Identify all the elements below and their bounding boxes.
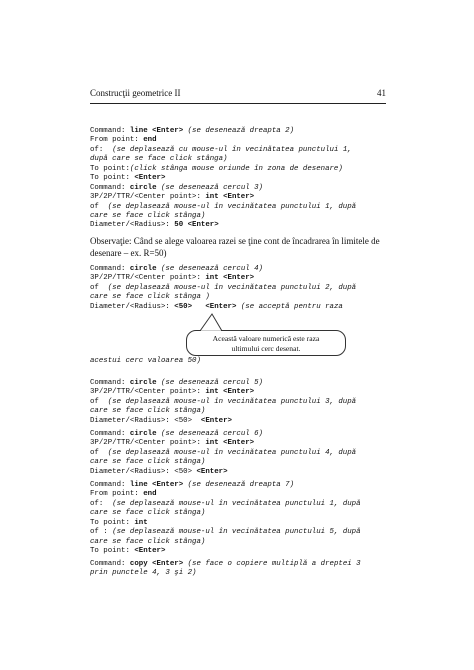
command-comment: care se face click stânga) — [90, 407, 206, 416]
command-comment: (se desenează dreapta 7) — [183, 481, 295, 489]
command-keyword: end — [143, 136, 157, 145]
command-text: of — [90, 397, 108, 406]
command-keyword: line <Enter> — [129, 127, 184, 135]
command-text: Command: — [90, 265, 130, 273]
command-text: Command: — [90, 127, 130, 135]
command-block-circle-4-continued — [90, 357, 390, 366]
command-line — [90, 547, 390, 556]
command-line — [90, 417, 390, 426]
command-comment: prin punctele 4, 3 şi 2) — [90, 569, 197, 578]
command-comment: (click stânga mouse oriunde în zona de desenare) — [129, 164, 343, 173]
command-text: of — [90, 283, 108, 292]
page-number: 41 — [377, 88, 386, 98]
command-keyword: <Enter> — [200, 416, 232, 425]
command-keyword: <50> — [174, 302, 193, 311]
command-comment: (se desenează cercul 5) — [156, 379, 263, 387]
command-block-line-7 — [90, 481, 390, 557]
command-line — [90, 481, 390, 490]
command-line — [90, 468, 390, 477]
command-text: of — [90, 448, 108, 457]
command-comment: care se face click stânga) — [90, 537, 206, 546]
command-text: From point: — [90, 136, 144, 145]
command-comment: (se face o copiere multiplă a dreptei 3 — [183, 560, 361, 568]
command-text: Command: — [90, 379, 130, 387]
command-keyword: end — [143, 490, 157, 499]
command-text: To point: — [90, 164, 130, 173]
command-comment: (se desenează dreapta 2) — [183, 127, 295, 135]
command-text: To point: — [90, 174, 135, 183]
command-comment: acestui cerc valoarea 50) — [90, 357, 201, 365]
command-text: of: — [90, 145, 113, 154]
command-block-circle-6 — [90, 430, 390, 477]
command-line — [90, 379, 390, 388]
command-keyword: <Enter> — [134, 547, 166, 556]
command-keyword: <Enter> — [196, 467, 228, 476]
command-text: To point: — [90, 547, 135, 556]
command-comment: (se deplasează mouse-ul în vecinătatea punctului 1, după — [112, 499, 361, 508]
command-comment: care se face click stânga ) — [90, 293, 210, 302]
command-keyword: circle — [129, 430, 157, 438]
command-comment: (se deplasează mouse-ul în vecinătatea punctului 5, după — [112, 528, 361, 537]
command-keyword: int <Enter> — [205, 274, 255, 283]
command-text: Command: — [90, 430, 130, 438]
command-comment: (se desenează cercul 3) — [156, 183, 263, 192]
command-text: From point: — [90, 490, 144, 499]
command-keyword: circle — [129, 183, 157, 192]
command-line — [90, 569, 390, 578]
command-text: 3P/2P/TTR/<Center point>: — [90, 193, 206, 202]
command-line — [90, 439, 390, 448]
command-line — [90, 500, 390, 509]
command-text: of — [90, 202, 108, 211]
command-text: Diameter/<Radius>: <50> — [90, 467, 197, 476]
command-comment: care se face click stânga) — [90, 509, 206, 518]
command-line — [90, 560, 390, 569]
command-line — [90, 398, 390, 407]
command-comment: (se desenează cercul 6) — [156, 430, 263, 438]
command-comment: (se deplasează cu mouse-ul în vecinătatea punctului 1, — [112, 145, 352, 154]
command-text: Diameter/<Radius>: — [90, 221, 175, 230]
command-line — [90, 509, 390, 518]
command-line — [90, 357, 390, 366]
command-text: Command: — [90, 183, 130, 192]
command-line — [90, 407, 390, 416]
command-text: of: — [90, 499, 113, 508]
command-keyword: line <Enter> — [129, 481, 184, 489]
command-comment: după care se face click stânga) — [90, 155, 228, 164]
command-comment: (se deplasează mouse-ul în vecinătatea punctului 3, după — [107, 397, 357, 406]
command-comment: (se desenează cercul 4) — [156, 265, 263, 273]
command-keyword: int <Enter> — [205, 193, 255, 202]
command-line — [90, 449, 390, 458]
running-title: Construcţii geometrice II — [90, 88, 181, 98]
command-text: Diameter/<Radius>: <50> — [90, 416, 201, 425]
command-keyword: int <Enter> — [205, 388, 255, 397]
command-text: Command: — [90, 481, 130, 489]
command-keyword: copy <Enter> — [129, 560, 184, 568]
command-comment: care se face click stânga) — [90, 211, 206, 220]
command-comment: (se deplasează mouse-ul în vecinătatea punctului 1, după — [107, 202, 357, 211]
command-text: of : — [90, 528, 113, 537]
command-line — [90, 430, 390, 439]
command-line — [90, 490, 390, 499]
command-line — [90, 519, 390, 528]
command-comment: (se deplasează mouse-ul în vecinătatea punctului 4, după — [107, 448, 357, 457]
command-text: 3P/2P/TTR/<Center point>: — [90, 274, 206, 283]
command-line — [90, 538, 390, 547]
command-line — [90, 528, 390, 537]
command-text: To point: — [90, 518, 135, 527]
command-block-copy — [90, 560, 390, 579]
command-line — [90, 458, 390, 467]
command-text: 3P/2P/TTR/<Center point>: — [90, 439, 206, 448]
command-keyword: <Enter> — [205, 302, 237, 311]
command-keyword: int — [134, 518, 148, 527]
command-comment: care se face click stânga) — [90, 458, 206, 467]
callout-line-2: ultimului cerc desenat. — [231, 344, 301, 353]
callout-line-1: Această valoare numerică este raza — [212, 334, 320, 343]
command-line — [90, 388, 390, 397]
command-comment: (se deplasează mouse-ul în vecinătatea punctului 2, după — [107, 283, 357, 292]
command-keyword: int <Enter> — [205, 439, 255, 448]
command-keyword: <Enter> — [134, 174, 166, 183]
command-comment: (se acceptă pentru raza — [236, 302, 343, 311]
command-text: 3P/2P/TTR/<Center point>: — [90, 388, 206, 397]
observation-paragraph: Observaţie: Când se alege valoarea razei se ţine cont de încadrarea în limitele de desenare – ex. R=50) — [90, 236, 380, 258]
command-keyword: circle — [129, 379, 157, 387]
command-text: Command: — [90, 560, 130, 568]
command-keyword: 50 <Enter> — [174, 221, 219, 230]
command-text: Diameter/<Radius>: — [90, 302, 175, 311]
command-block-circle-5 — [90, 379, 390, 426]
command-keyword: circle — [129, 265, 157, 273]
